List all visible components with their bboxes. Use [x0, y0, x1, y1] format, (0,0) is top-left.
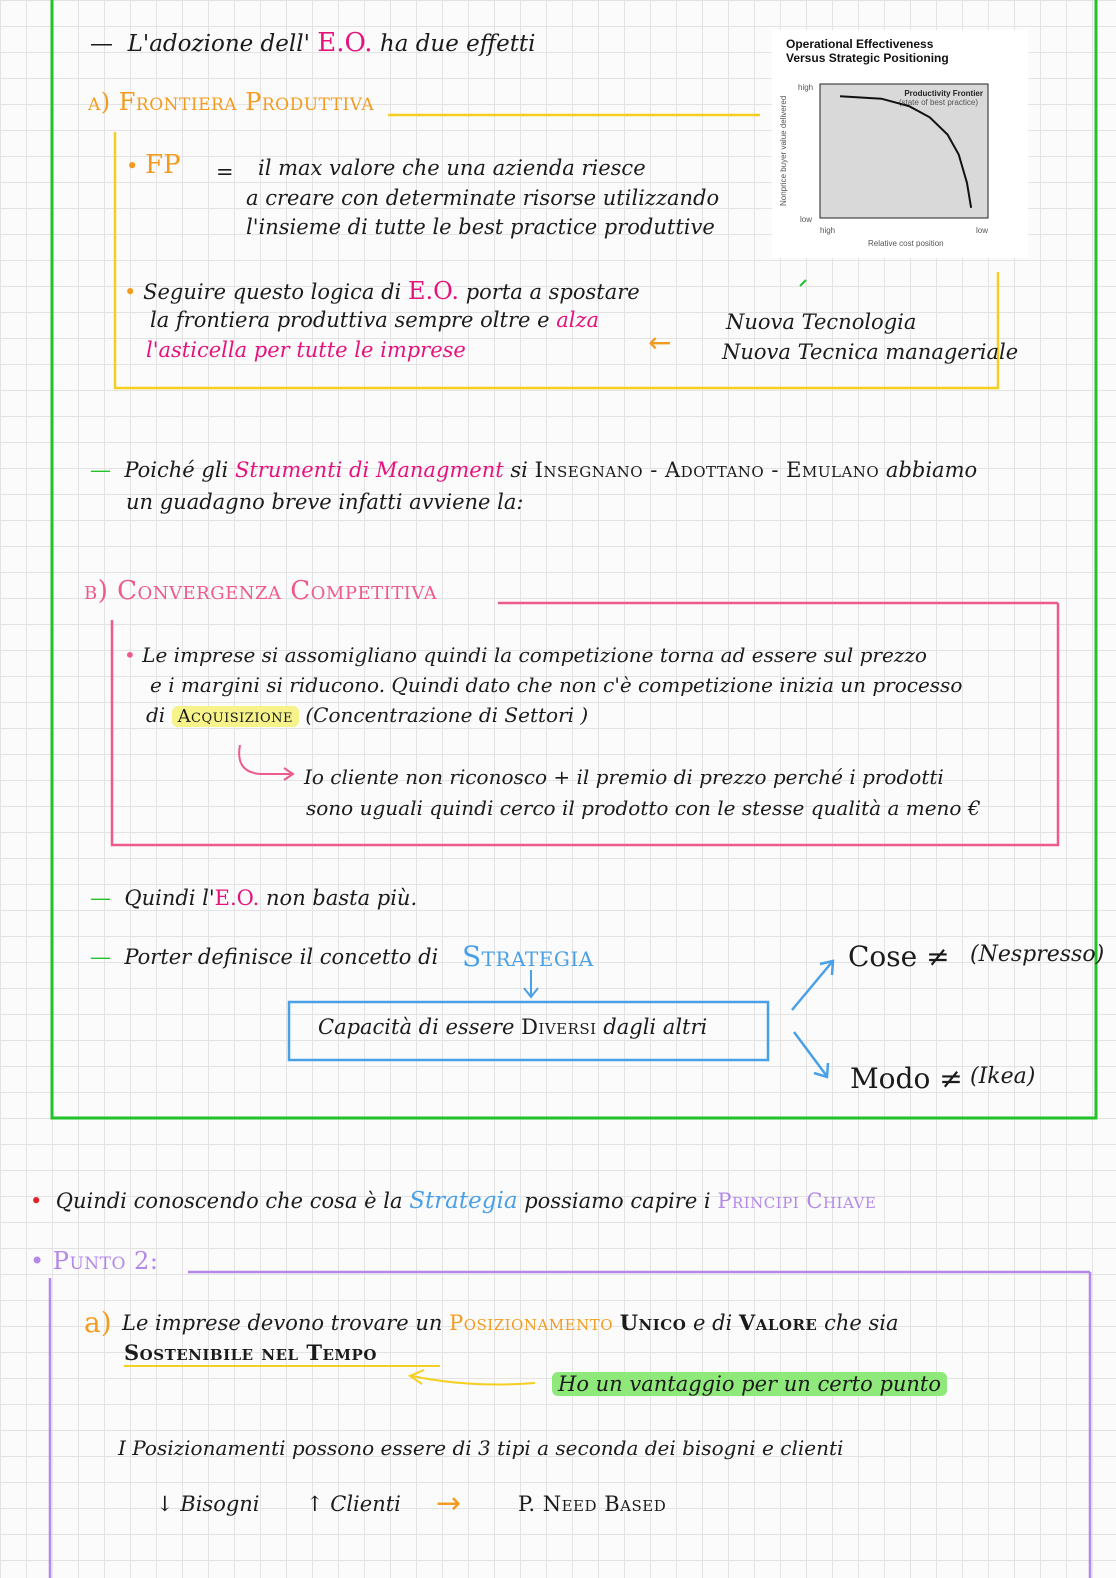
- punto-2: • Punto 2:: [30, 1247, 159, 1275]
- frontier-label: Productivity Frontier: [904, 89, 983, 98]
- eo-ne-eo: E.O.: [214, 886, 260, 910]
- arrow-up-right: [792, 962, 832, 1010]
- conv-line-3: [146, 703, 588, 727]
- logic-line-2: [150, 308, 599, 332]
- principles-line: • Quindi conoscendo che cosa è la Strategia possiamo capire i Principi Chiave: [30, 1188, 877, 1214]
- principle-a-line-1: [122, 1310, 898, 1335]
- fp-line-1: il max valore che una azienda riesce: [258, 156, 646, 180]
- fp-equals: =: [216, 160, 234, 184]
- need-clienti: ↑ Clienti: [306, 1492, 401, 1516]
- conv-di: di: [146, 703, 166, 727]
- x-high-label: high: [820, 226, 836, 235]
- eo-intro-line: — L'adozione dell' E.O. ha due effetti: [90, 28, 536, 58]
- client-line-1: Io cliente non riconosco + il premio di prezzo perché i prodotti: [304, 765, 944, 789]
- tools-prefix: Poiché gli: [124, 458, 229, 482]
- principles-strategia: Strategia: [409, 1188, 518, 1214]
- chart-title-2: Versus Strategic Positioning: [786, 51, 949, 65]
- logic-line-3: l'asticella per tutte le imprese: [146, 338, 466, 362]
- pa-posizionamento: Posizionamento: [449, 1311, 614, 1335]
- modo-diverso: Modo ≠: [850, 1062, 963, 1095]
- y-axis-label: Nonprice buyer value delivered: [779, 95, 788, 206]
- types-line: I Posizionamenti possono essere di 3 tipi a seconda dei bisogni e clienti: [118, 1436, 844, 1460]
- porter-line: — Porter definisce il concetto di: [90, 945, 439, 969]
- eo-ne-suffix: non basta più.: [266, 886, 418, 910]
- fp-abbr: FP: [145, 150, 181, 180]
- eo-intro-suffix: ha due effetti: [379, 31, 536, 57]
- arrow-down-right: [794, 1032, 826, 1075]
- chart-title-1: Operational Effectiveness: [786, 37, 934, 51]
- logic2-alza: alza: [556, 308, 600, 332]
- strategia-word: Strategia: [462, 940, 594, 973]
- capacita-suffix: dagli altri: [603, 1015, 708, 1039]
- principles-chiave: Principi Chiave: [717, 1189, 877, 1213]
- tech-line-2: Nuova Tecnica manageriale: [722, 340, 1019, 364]
- tools-line-2: un guadagno breve infatti avviene la:: [126, 490, 524, 514]
- conv-line-1-text: Le imprese si assomigliano quindi la competizione torna ad essere sul prezzo: [142, 643, 927, 667]
- principles-mid: possiamo capire i: [524, 1189, 711, 1213]
- fp-definition: • FP: [126, 150, 181, 180]
- capacita-prefix: Capacità di essere: [318, 1015, 515, 1039]
- principles-prefix: Quindi conoscendo che cosa è la: [55, 1189, 403, 1213]
- principle-a-line-2: Sostenibile nel Tempo: [124, 1340, 377, 1365]
- capacita-box-text: [318, 1015, 707, 1039]
- fp-line-2: a creare con determinate risorse utilizzando: [246, 186, 720, 210]
- tools-strumenti: Strumenti di Managment: [234, 458, 504, 482]
- logic-prefix: Seguire questo logica di: [143, 280, 402, 304]
- client-line-2: sono uguali quindi cerco il prodotto con le stesse qualità a meno €: [306, 796, 981, 820]
- yellow-curved-arrow: [412, 1376, 535, 1384]
- logic-eo: E.O.: [407, 277, 460, 305]
- productivity-frontier-chart: [772, 30, 1028, 258]
- tools-verbs: Insegnano - Adottano - Emulano: [534, 458, 880, 482]
- frontiera-heading: a) Frontiera Produttiva: [88, 88, 375, 116]
- porter-prefix: Porter definisce il concetto di: [124, 945, 439, 969]
- pa-mid: e di: [692, 1311, 733, 1335]
- capacita-diversi: Diversi: [521, 1015, 597, 1039]
- need-arrow-icon: →: [436, 1486, 462, 1521]
- principle-a-label: a): [84, 1306, 112, 1339]
- y-low-label: low: [800, 215, 813, 224]
- eo-intro-prefix: L'adozione dell': [127, 31, 310, 57]
- logic-line-1: • Seguire questo logica di E.O. porta a spostare: [124, 277, 640, 305]
- ikea-example: (Ikea): [970, 1064, 1036, 1089]
- pa-valore: Valore: [738, 1310, 818, 1335]
- pa-prefix: Le imprese devono trovare un: [122, 1311, 443, 1335]
- fp-line-3: l'insieme di tutte le best practice produttive: [246, 215, 715, 239]
- logic2-prefix: la frontiera produttiva sempre oltre e: [150, 308, 550, 332]
- tools-line-1: — Poiché gli Strumenti di Managment si Insegnano - Adottano - Emulano abbiamo: [90, 458, 978, 482]
- y-high-label: high: [798, 83, 814, 92]
- cose-diverse: Cose ≠: [848, 940, 950, 973]
- logic-suffix: porta a spostare: [465, 280, 640, 304]
- pa-suffix: che sia: [824, 1311, 899, 1335]
- conv-concentrazione: (Concentrazione di Settori ): [305, 703, 589, 727]
- pa-unico: Unico: [619, 1310, 687, 1335]
- conv-line-1: • Le imprese si assomigliano quindi la competizione torna ad essere sul prezzo: [124, 643, 927, 667]
- left-arrow-icon: ←: [648, 326, 672, 359]
- frontier-sub: (state of best practice): [898, 98, 978, 107]
- vantaggio-note: [552, 1372, 947, 1396]
- need-bisogni: ↓ Bisogni: [156, 1492, 260, 1516]
- nespresso-example: (Nespresso): [970, 942, 1105, 967]
- conv-acquisizione: Acquisizione: [172, 706, 299, 727]
- vantaggio-text: Ho un vantaggio per un certo punto: [552, 1372, 947, 1396]
- convergenza-heading: b) Convergenza Competitiva: [84, 576, 438, 606]
- green-tick: [800, 280, 806, 286]
- eo-intro-eo: E.O.: [317, 28, 373, 58]
- tools-suffix: abbiamo: [885, 458, 978, 482]
- x-axis-label: Relative cost position: [868, 239, 944, 248]
- need-based: P. Need Based: [518, 1492, 667, 1516]
- pink-hook-arrow: [239, 745, 292, 774]
- tech-line-1: Nuova Tecnologia: [726, 310, 917, 334]
- x-low-label: low: [976, 226, 989, 235]
- chart-svg: [772, 30, 1028, 258]
- tools-mid: si: [510, 458, 528, 482]
- eo-ne-prefix: Quindi l': [124, 886, 215, 910]
- punto-2-label: Punto 2:: [52, 1247, 159, 1275]
- conv-line-2: e i margini si riducono. Quindi dato che non c'è competizione inizia un processo: [150, 673, 963, 697]
- eo-not-enough: — Quindi l'E.O. non basta più.: [90, 886, 418, 910]
